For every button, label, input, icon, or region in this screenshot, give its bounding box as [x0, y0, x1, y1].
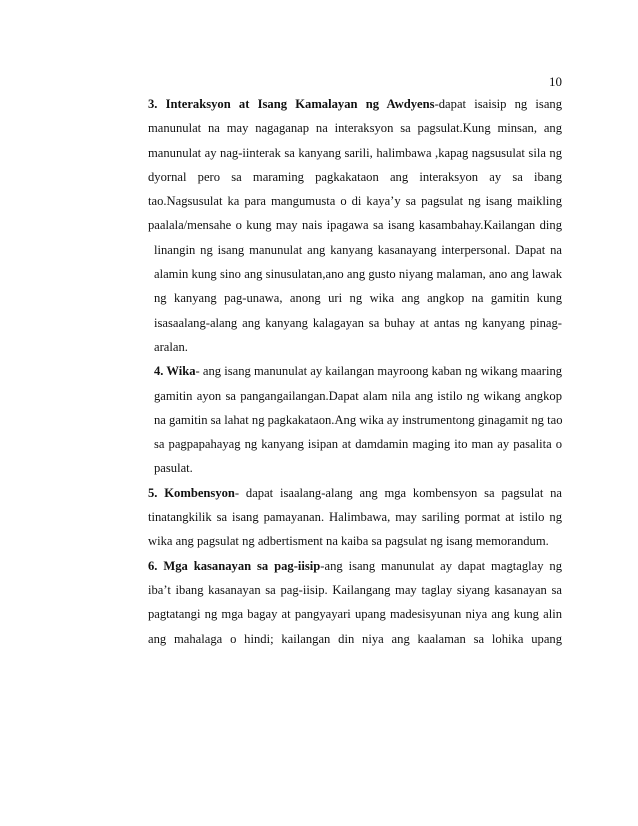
text-line: iba’t ibang kasanayan sa pag-iisip. Kailangang may taglay siyang kasanayan sa [148, 582, 562, 597]
text-line: wika ang pagsulat ng adbertisment na kaiba sa pagsulat ng isang memorandum. [148, 534, 549, 549]
text-line: manunulat ay nag-iinterak sa kanyang sarili, halimbawa ,kapag nagsusulat sila ng [148, 145, 562, 160]
text-line: manunulat na may nagaganap na interaksyon sa pagsulat.Kung minsan, ang [148, 121, 562, 136]
text-line: dyornal pero sa maraming pagkakataon ang interaksyon ay sa ibang [148, 169, 562, 184]
text-line: pasulat. [154, 461, 193, 476]
text-line: na gamitin sa lahat ng pagkakataon.Ang wika ay instrumentong ginagamit ng tao [154, 412, 563, 427]
heading-interaksyon: 3. Interaksyon at Isang Kamalayan ng Awdyens [148, 97, 435, 111]
text-line: ang mahalaga o hindi; kailangan din niya ang kaalaman sa lohika upang [148, 631, 562, 646]
text-line: 4. Wika- ang isang manunulat ay kailangan mayroong kaban ng wikang maaring [154, 364, 563, 379]
heading-wika: 4. Wika [154, 364, 196, 379]
text-line: 3. Interaksyon at Isang Kamalayan ng Awdyens-dapat isaisip ng isang [148, 97, 562, 111]
text-line: aralan. [154, 339, 188, 354]
heading-kombensyon: 5. Kombensyon [148, 485, 235, 500]
text-line: alamin kung sino ang sinusulatan,ano ang gusto niyang malaman, ano ang lawak [154, 267, 562, 282]
text-line: tao.Nagsusulat ka para mangumusta o di kaya’y sa pagsulat ng isang maikling [148, 194, 562, 209]
heading-kasanayan: 6. Mga kasanayan sa pag-iisip [148, 558, 321, 573]
text-line: 5. Kombensyon- dapat isaalang-alang ang mga kombensyon sa pagsulat na [148, 485, 562, 500]
body-text [148, 94, 562, 653]
text-line: pagtatangi ng mga bagay at pangyayari upang madesisyunan niya ang kung alin [148, 607, 562, 622]
text-line: tinatangkilik sa isang pamayanan. Halimbawa, may sariling pormat at istilo ng [148, 510, 562, 525]
text-line: isasaalang-alang ang kanyang kalagayan sa buhay at antas ng kanyang pinag- [154, 315, 562, 330]
text-line: 6. Mga kasanayan sa pag-iisip-ang isang manunulat ay dapat magtaglay ng [148, 558, 562, 573]
text-line: gamitin ayon sa pangangailangan.Dapat alam nila ang istilo ng wikang angkop [154, 388, 562, 403]
text-line: sa pagpapahayag ng kanyang isipan at damdamin maging ito man ay pasalita o [154, 437, 562, 452]
page-number: 10 [549, 74, 562, 89]
text-line: linangin ng isang manunulat ang kanyang kasanayang interpersonal. Dapat na [154, 242, 562, 257]
text-line: ng kanyang pag-unawa, anong uri ng wika ang angkop na gamitin kung [154, 291, 562, 306]
text-line: paalala/mensahe o kung may nais ipagawa sa isang kasambahay.Kailangan ding [148, 218, 562, 233]
